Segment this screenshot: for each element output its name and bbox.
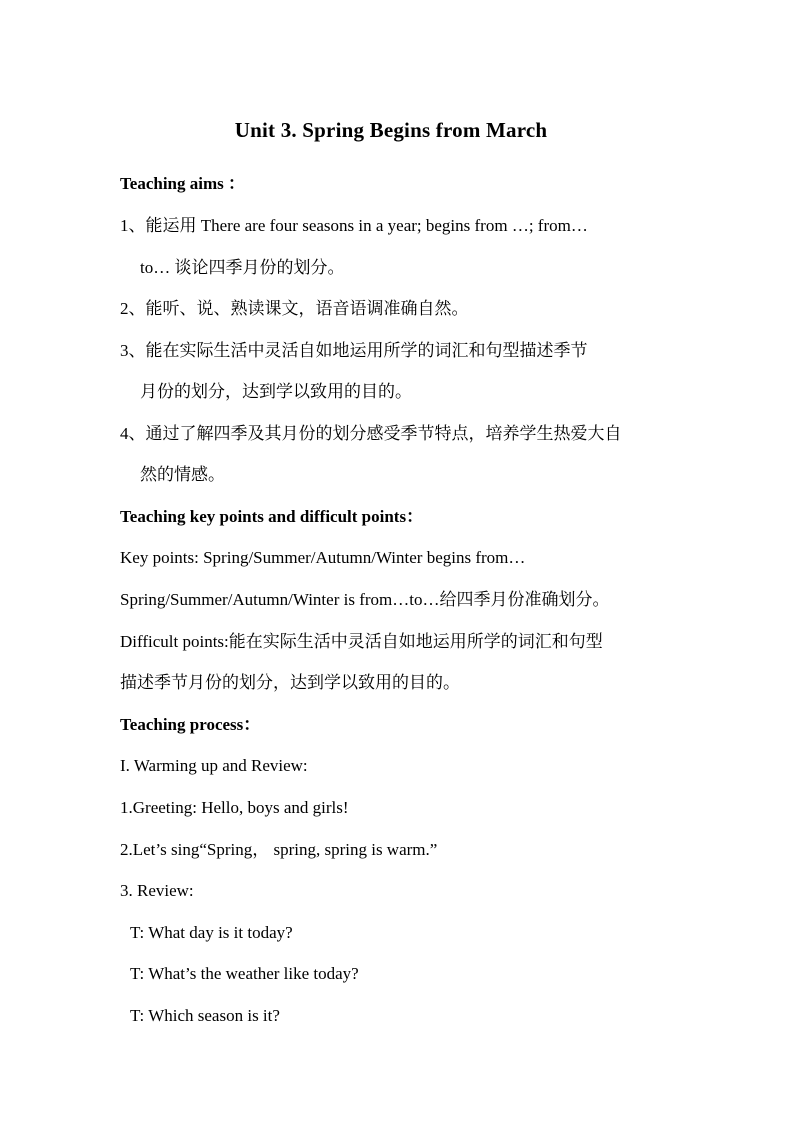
step-review: 3. Review: — [120, 881, 194, 900]
teaching-aims-heading: Teaching aims ： — [120, 174, 246, 193]
aim-3-line-1: 3、能在实际生活中灵活自如地运用所学的词汇和句型描述季节 — [120, 341, 588, 360]
section-warming-up: I. Warming up and Review: — [120, 756, 308, 775]
aim-1-line-2: to… 谈论四季月份的划分。 — [140, 258, 345, 277]
key-points-line-2: Spring/Summer/Autumn/Winter is from…to…给四季月份准确划分。 — [120, 590, 610, 609]
key-points-heading: Teaching key points and difficult points： — [120, 507, 424, 526]
difficult-points-line-2: 描述季节月份的划分，达到学以致用的目的。 — [120, 673, 460, 692]
step-sing: 2.Let’s sing“Spring， spring, spring is warm.” — [120, 840, 438, 859]
teaching-process-heading: Teaching process： — [120, 715, 261, 734]
difficult-points-line-1: Difficult points:能在实际生活中灵活自如地运用所学的词汇和句型 — [120, 632, 603, 651]
dialog-line-3: T: Which season is it? — [130, 1006, 280, 1025]
step-greeting: 1.Greeting: Hello, boys and girls! — [120, 798, 349, 817]
key-points-line-1: Key points: Spring/Summer/Autumn/Winter begins from… — [120, 548, 526, 567]
dialog-line-1: T: What day is it today? — [130, 923, 293, 942]
aim-1-line-1: 1、能运用 There are four seasons in a year; begins from …; from… — [120, 216, 588, 235]
aim-4-line-1: 4、通过了解四季及其月份的划分感受季节特点，培养学生热爱大自 — [120, 424, 622, 443]
aim-2-line-1: 2、能听、说、熟读课文，语音语调准确自然。 — [120, 299, 469, 318]
document-title: Unit 3. Spring Begins from March — [234, 118, 548, 142]
dialog-line-2: T: What’s the weather like today? — [130, 964, 359, 983]
aim-4-line-2: 然的情感。 — [140, 465, 225, 484]
aim-3-line-2: 月份的划分，达到学以致用的目的。 — [140, 382, 412, 401]
